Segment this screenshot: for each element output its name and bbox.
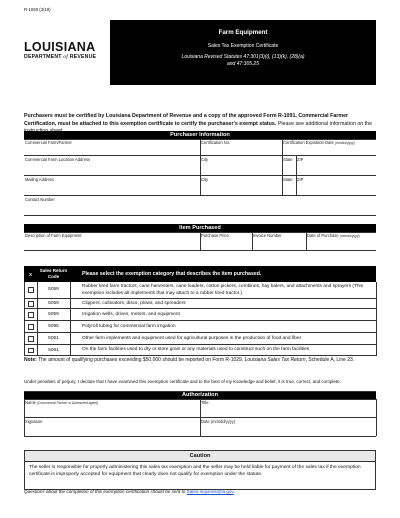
invoice-number-field[interactable]: Invoice Number (253, 233, 282, 238)
exemption-code: 5059 (48, 301, 59, 306)
exemption-description: Other farm implements and equipment used for agricultural purposes in the production of food and fiber (82, 335, 302, 341)
signature-field[interactable]: Signature (25, 419, 43, 424)
code-header-line-1: Sales Return (39, 268, 68, 273)
intro-normal-text: Please see additional information on the (277, 120, 373, 127)
form-number: R-1060 (3/19) (24, 7, 51, 12)
purchase-date-field[interactable] (307, 233, 360, 238)
contact-number-field[interactable]: Contact Number (25, 197, 55, 202)
exemption-code: 5059 (48, 287, 59, 292)
form-subtitle: Sales Tax Exemption Certificate (207, 43, 279, 49)
exemption-row (24, 299, 376, 309)
purchase-date-hint: (mm/dd/yyyy) (339, 234, 360, 238)
exemption-row (24, 333, 376, 345)
exemption-checkbox[interactable] (28, 348, 34, 354)
exemption-description: On the farm facilities used to dry or store grain or any materials used to construct such on the farm facilities (82, 347, 310, 352)
mailing-city-field[interactable]: City (201, 177, 209, 182)
exemption-code: 5061 (48, 347, 59, 353)
farm-name-field[interactable]: Commercial Farm/Farmer (25, 140, 72, 145)
exemption-row (24, 345, 376, 356)
caution-box (24, 450, 376, 490)
department-of-revenue-logo (24, 54, 96, 60)
purchase-price-field[interactable]: Purchase Price (201, 233, 229, 238)
item-purchased-header: Item Purchased (24, 224, 376, 232)
note-label: Note: (24, 357, 37, 363)
mailing-state-field[interactable]: State (283, 177, 293, 182)
exemption-checkbox[interactable] (28, 312, 34, 318)
exemption-row (24, 282, 376, 299)
authorized-title-field[interactable]: Title (201, 400, 209, 405)
louisiana-logo-title: LOUISIANA (24, 40, 96, 54)
cert-exp-label: Certification Expiration Date (283, 140, 334, 145)
intro-bold-text: Purchasers must be certified by Louisiana Department of Revenue and a copy of the approved Form R-1091, Commercial Farmer Certification, must be attached to this exemption certificate to certify the purchaser's exempt status. (24, 113, 349, 127)
logo-of-word: of (63, 54, 69, 60)
certification-number-field[interactable]: Certification No. (201, 140, 231, 145)
exemption-code: 5061 (48, 336, 59, 341)
location-zip-field[interactable]: ZIP (297, 157, 304, 162)
note-italic: Louisiana Sales Tax Return (244, 357, 306, 363)
form-title: Farm Equipment (218, 29, 268, 36)
note-text: The amount of qualifying purchases exceeding $50,000 should be reported on Form R-1029, (36, 357, 245, 363)
purchase-date-label: Date of Purchase (307, 233, 339, 238)
exemption-code: 5095 (48, 324, 59, 329)
exemption-table-header (24, 266, 376, 282)
exemption-description: Polyroll tubing for commercial farm irrigation (82, 323, 176, 329)
authorization-section (24, 391, 376, 436)
column-description-header: Please select the exemption category that describes the item purchased. (82, 271, 262, 277)
name-hint: (Commercial Farmer or Authorized Agent) (37, 401, 99, 405)
logo-revenue-word: REVENUE (69, 54, 97, 60)
exemption-description: Rubber tired farm tractors, cane harvesters, cane loaders, cotton pickers, combines, hay balers, and attachments and sprayers (This exemption includes all implements that may attach to a rubber tired tractor.) (82, 284, 364, 296)
exemption-checkbox[interactable] (28, 287, 34, 293)
caution-title: Caution (25, 451, 375, 462)
footer-contact (24, 489, 235, 494)
location-address-field[interactable]: Commercial Farm Location Address (25, 157, 91, 162)
exemption-row (24, 321, 376, 333)
cert-exp-hint: (mm/dd/yyyy) (334, 141, 355, 145)
caution-text: The seller is responsible for properly administering this sales tax exemption and the seller may be held liable for payment of the sales tax if the exemption certificate is improperly accepted for equipment that clearly does not qualify for exemption under the statute. (29, 465, 361, 477)
equipment-description-field[interactable]: Description of Farm Equipment (25, 233, 82, 238)
location-state-field[interactable]: State (283, 157, 293, 162)
column-x-header: X (28, 272, 32, 277)
form-statutes (110, 54, 376, 68)
logo-dept-word: DEPARTMENT (24, 54, 62, 60)
perjury-declaration: Under penalties of perjury, I declare that I have examined this exemption certificate and to the best of my knowledge and belief, it is true, correct, and complete. (24, 379, 341, 384)
exemption-checkbox[interactable] (28, 336, 34, 342)
footer-text: Questions about the completion of this exemption certification should be sent to (24, 489, 187, 494)
mailing-zip-field[interactable]: ZIP (297, 177, 304, 182)
statutes-line-2: and 47:305.25 (227, 61, 259, 67)
code-header-line-2: Code (47, 273, 60, 279)
purchaser-information-header: Purchaser Information (24, 131, 376, 139)
column-code-header (37, 268, 70, 279)
form-header-box (110, 20, 376, 85)
exemption-description: Clippers, cultivators, discs, plows, and spreaders (82, 300, 186, 306)
name-label: Name (25, 400, 36, 405)
statutes-line-1: Louisiana Revised Statutes 47:301(3)(i), (13)(k), (28)(a) (181, 54, 305, 60)
location-city-field[interactable]: City (201, 157, 209, 162)
support-email-link[interactable]: Sales.Inquiries@la.gov (186, 489, 234, 494)
exemption-checkbox[interactable] (28, 324, 34, 330)
exemption-code: 5059 (48, 312, 59, 317)
certification-expiration-field[interactable] (283, 140, 355, 145)
exemption-checkbox[interactable] (28, 301, 34, 307)
exemption-description: Irrigation wells, drives, motors, and equipment (82, 311, 180, 317)
purchaser-information-section (24, 131, 376, 215)
note-paragraph (24, 357, 376, 364)
authorized-name-field[interactable] (25, 400, 98, 405)
signature-date-field[interactable]: Date (mm/dd/yyyy) (201, 419, 236, 424)
note-text-end: , Schedule A, Line 23. (305, 357, 355, 363)
authorization-header: Authorization (24, 391, 376, 399)
item-purchased-section (24, 224, 376, 250)
exemption-row (24, 309, 376, 321)
footer-end: . (233, 489, 236, 494)
mailing-address-field[interactable]: Mailing Address (25, 177, 54, 182)
